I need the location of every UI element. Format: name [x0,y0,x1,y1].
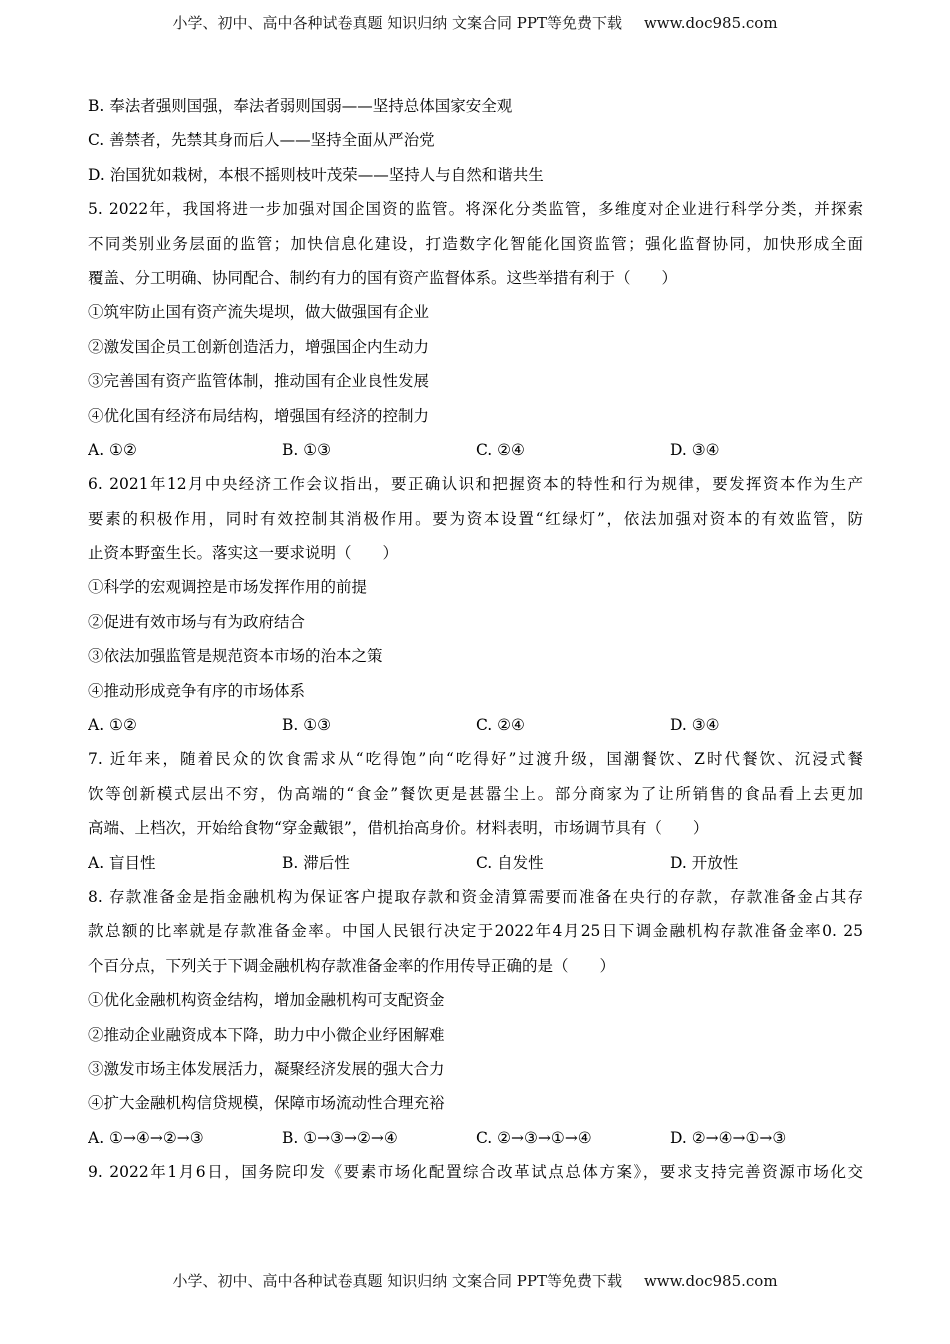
q5-option-d: D. ③④ [670,440,720,459]
q5-option-a: A. ①② [88,440,137,459]
footer-url: www.doc985.com [643,1272,778,1290]
q6-option-c: C. ②④ [476,716,525,735]
q8-options [88,1121,863,1155]
q8-option-b: B. ①→③→②→④ [282,1128,398,1147]
q5-stem-line: 覆盖、分工明确、协同配合、制约有力的国有资产监督体系。这些举措有利于（ ） [88,268,678,287]
q7-option-a: A. 盲目性 [88,853,156,872]
q4-option-d: D. 治国犹如栽树，本根不摇则枝叶茂荣——坚持人与自然和谐共生 [88,165,544,184]
q6-item-3: ③依法加强监管是规范资本市场的治本之策 [88,647,383,666]
q6-item-2: ②促进有效市场与有为政府结合 [88,612,306,631]
footer-text: 小学、初中、高中各种试卷真题 知识归纳 文案合同 PPT等免费下载 [172,1272,622,1290]
q5-option-b: B. ①③ [282,440,332,459]
q5-stem-line: 不同类别业务层面的监管；加快信息化建设，打造数字化智能化国资监管；强化监督协同，加快形成全面 [88,234,863,253]
q6-option-a: A. ①② [88,716,137,735]
header-text: 小学、初中、高中各种试卷真题 知识归纳 文案合同 PPT等免费下载 [172,14,622,32]
q8-option-d: D. ②→④→①→③ [670,1128,787,1147]
q4-option-b: B. 奉法者强则国强，奉法者弱则国弱——坚持总体国家安全观 [88,97,513,115]
q6-option-b: B. ①③ [282,716,332,735]
q5-options [88,433,863,467]
q8-stem-line: 个百分点，下列关于下调金融机构存款准备金率的作用传导正确的是（ ） [88,956,616,975]
page-content [88,89,863,1190]
q4-option-c: C. 善禁者，先禁其身而后人——坚持全面从严治党 [88,131,435,150]
q8-option-a: A. ①→④→②→③ [88,1128,204,1147]
q6-options [88,708,863,742]
q5-item-2: ②激发国企员工创新创造活力，增强国企内生动力 [88,337,430,356]
q8-item-2: ②推动企业融资成本下降，助力中小微企业纾困解难 [88,1025,445,1044]
q6-stem-line: 止资本野蛮生长。落实这一要求说明（ ） [88,544,399,563]
q6-item-4: ④推动形成竞争有序的市场体系 [88,681,306,700]
q7-option-b: B. 滞后性 [282,853,350,872]
q5-stem-line: 5. 2022年，我国将进一步加强对国企国资的监管。将深化分类监管，多维度对企业进行科学分类，并探索 [88,200,863,219]
q6-option-d: D. ③④ [670,716,720,735]
page-footer [0,1270,950,1291]
q6-stem-line: 6. 2021年12月中央经济工作会议指出，要正确认识和把握资本的特性和行为规律，要发挥资本作为生产 [88,475,863,494]
q8-item-1: ①优化金融机构资金结构，增加金融机构可支配资金 [88,991,445,1010]
q8-item-4: ④扩大金融机构信贷规模，保障市场流动性合理充裕 [88,1094,445,1113]
header-url: www.doc985.com [643,14,778,32]
q5-item-3: ③完善国有资产监管体制，推动国有企业良性发展 [88,372,430,391]
q7-options [88,846,863,880]
q6-stem-line: 要素的积极作用，同时有效控制其消极作用。要为资本设置“红绿灯”，依法加强对资本的有效监管，防 [88,509,863,528]
q9-stem-line: 9. 2022年1月6日，国务院印发《要素市场化配置综合改革试点总体方案》，要求支持完善资源市场化交 [88,1163,863,1182]
q7-option-d: D. 开放性 [670,853,739,872]
q7-option-c: C. 自发性 [476,853,544,872]
q8-item-3: ③激发市场主体发展活力，凝聚经济发展的强大合力 [88,1059,445,1078]
q8-option-c: C. ②→③→①→④ [476,1128,592,1147]
q7-stem-line: 7. 近年来，随着民众的饮食需求从“吃得饱”向“吃得好”过渡升级，国潮餐饮、Z时代餐饮、沉浸式餐 [88,750,863,769]
q7-stem-line: 高端、上档次，开始给食物“穿金戴银”，借机抬高身价。材料表明，市场调节具有（ ） [88,819,709,838]
q5-option-c: C. ②④ [476,440,525,459]
q7-stem-line: 饮等创新模式层出不穷，伪高端的“食金”餐饮更是甚嚣尘上。部分商家为了让所销售的食品看上去更加 [88,784,863,803]
q5-item-4: ④优化国有经济布局结构，增强国有经济的控制力 [88,406,430,425]
q5-item-1: ①筑牢防止国有资产流失堤坝，做大做强国有企业 [88,303,430,322]
q8-stem-line: 8. 存款准备金是指金融机构为保证客户提取存款和资金清算需要而准备在央行的存款，存款准备金占其存 [88,887,863,906]
q8-stem-line: 款总额的比率就是存款准备金率。中国人民银行决定于2022年4月25日下调金融机构存款准备金率0. 25 [88,922,863,941]
page-header [0,12,950,33]
q6-item-1: ①科学的宏观调控是市场发挥作用的前提 [88,578,368,597]
